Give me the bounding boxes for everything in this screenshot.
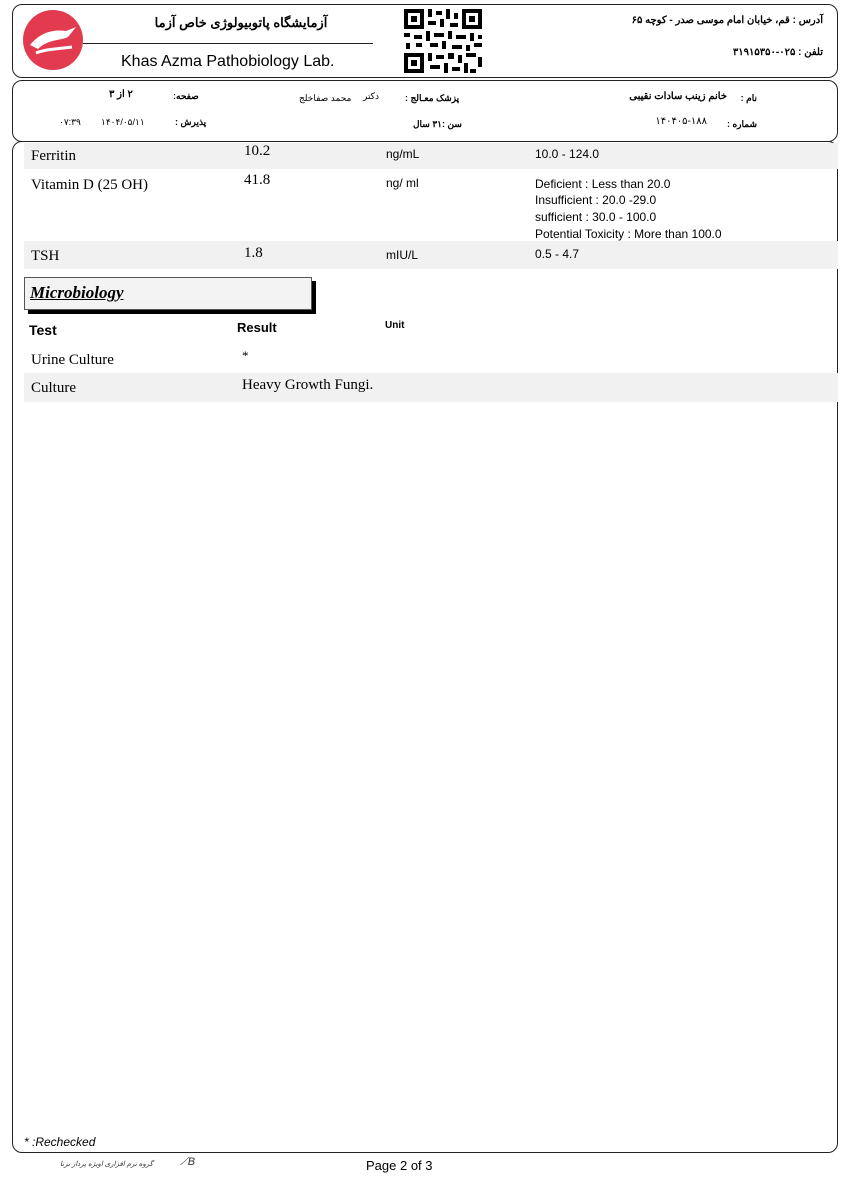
lab-address: آدرس : قم، خیابان امام موسی صدر - کوچه ۶۵ [631,15,823,26]
physician-title: دکتر [363,91,379,101]
table-row-range: Potential Toxicity : More than 100.0 [535,227,722,241]
page-value: ۲ از ۳ [109,89,133,100]
software-logo-icon: ⟋B [180,1156,196,1168]
table-row-range: Insufficient : 20.0 -29.0 [535,193,657,207]
table-row-result: * [242,348,249,363]
table-row-result: Heavy Growth Fungi. [242,377,374,393]
header-divider [83,43,373,44]
physician-label: پزشک معـالج : [405,93,460,103]
patient-name-label: نام : [740,93,757,103]
admit-label: پذیرش : [175,117,207,127]
table-row-test: TSH [31,248,60,264]
patient-age: سن :۳۱ سال [413,119,462,129]
table-row-test: Culture [31,380,76,396]
lab-logo-icon [22,9,84,71]
table-row-unit: ng/mL [386,147,420,161]
col-header-test: Test [29,322,57,338]
table-row-range: Deficient : Less than 20.0 [535,177,671,191]
table-row-unit: mIU/L [386,248,419,262]
table-row-test: Vitamin D (25 OH) [31,177,148,193]
qr-code-icon [402,7,484,75]
page-number: Page 2 of 3 [366,1158,433,1173]
table-row-range: 10.0 - 124.0 [535,147,600,161]
table-row-test: Urine Culture [31,352,114,368]
physician-name: محمد صفاخلج [299,93,352,103]
patient-name: خانم زینب سادات نقیبی [629,91,727,102]
table-row-test: Ferritin [31,148,76,164]
patient-info-box [12,80,838,142]
admit-date: ۱۴۰۴/۰۵/۱۱ [101,117,145,127]
lab-name-en: Khas Azma Pathobiology Lab. [121,53,335,70]
table-row-result: 10.2 [244,143,271,159]
patient-number-label: شماره : [726,119,757,129]
table-row-result: 1.8 [244,245,263,261]
row-shade [24,373,838,402]
table-row-unit: ng/ ml [386,176,419,190]
row-shade [24,241,838,269]
section-title: Microbiology [30,283,124,302]
section-title-box [24,277,312,310]
patient-number: ۱۴۰۴۰۵-۱۸۸ [655,116,707,127]
header-box [12,4,838,78]
lab-name-fa: آزمایشگاه پاتوبیولوژی خاص آزما [154,15,328,30]
page-label: صفحه: [173,91,199,101]
col-header-unit: Unit [385,320,405,331]
table-row-range: 0.5 - 4.7 [535,247,580,261]
table-row-result: 41.8 [244,172,271,188]
software-credit: گروه نرم افزاری اویژه پرداز بزنا [60,1161,154,1168]
col-header-result: Result [237,320,277,335]
rechecked-note: * :Rechecked [24,1135,96,1149]
table-row-range: sufficient : 30.0 - 100.0 [535,210,657,224]
row-shade [24,143,838,169]
admit-time: ۰۷:۳۹ [59,117,81,127]
lab-phone: تلفن : ۰۲۵-۳۱۹۱۵۳۵۰ [732,47,823,58]
